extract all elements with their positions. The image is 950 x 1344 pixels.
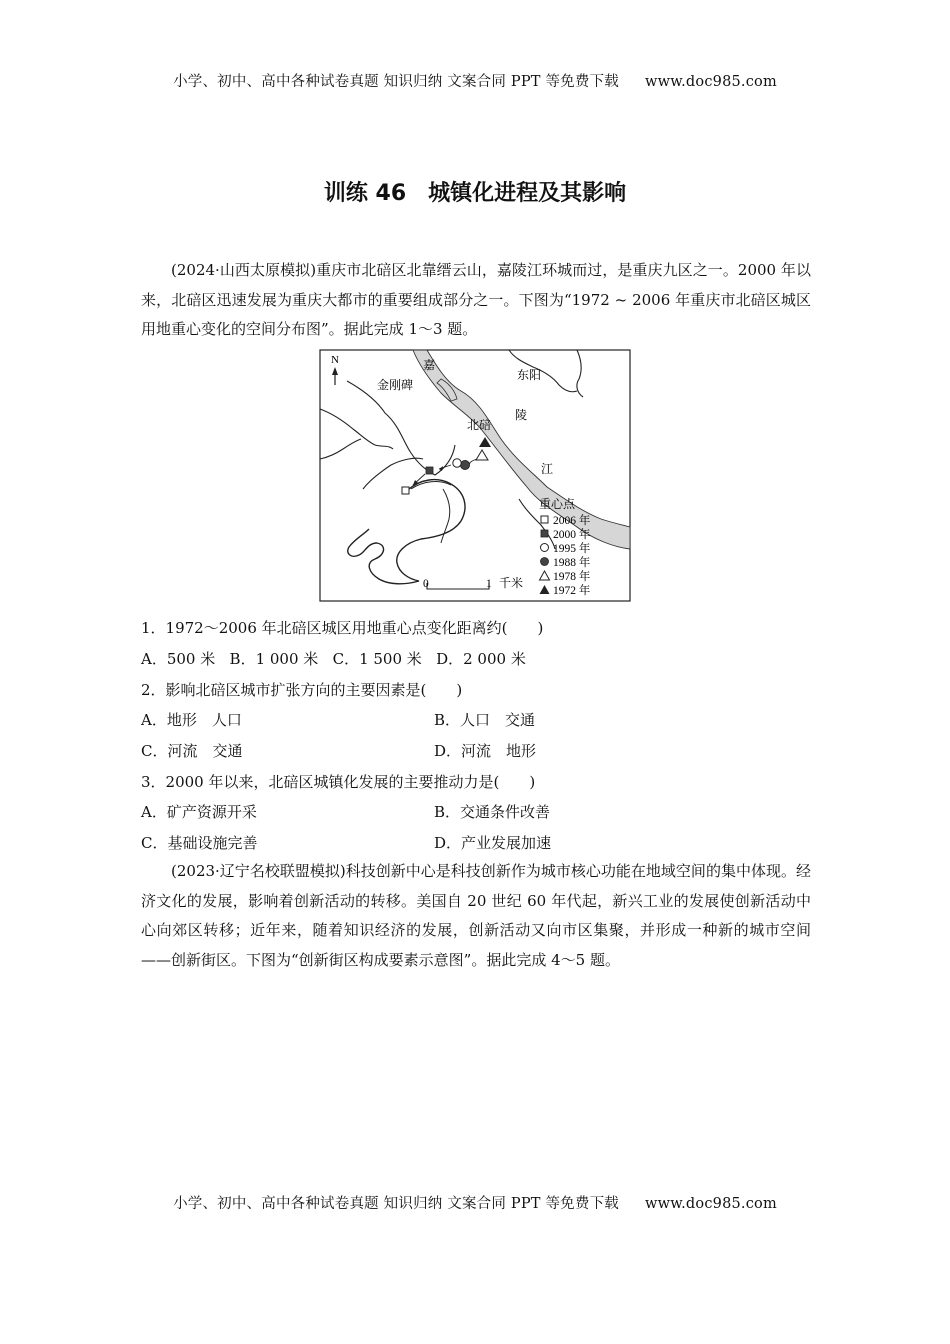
legend-sym-1988 — [541, 558, 549, 566]
legend-label-1995: 1995 年 — [553, 543, 591, 555]
question-1-stem: 1．1972～2006 年北碚区城区用地重心点变化距离约( ) — [141, 619, 544, 637]
legend-label-1988: 1988 年 — [553, 557, 591, 569]
scale-unit: 千米 — [499, 576, 524, 590]
question-1-options — [141, 648, 526, 669]
legend-sym-1995 — [541, 544, 549, 552]
q1-option-d[interactable]: D．2 000 米 — [436, 650, 526, 668]
intro-paragraph-2 — [141, 857, 811, 975]
q3-option-d[interactable]: D．产业发展加速 — [434, 834, 552, 852]
intro-1-text: (2024·山西太原模拟)重庆市北碚区北靠缙云山，嘉陵江环城而过，是重庆九区之一。2000 年以来，北碚区迅速发展为重庆大都市的重要组成部分之一。下图为“1972 ~ 2006 年重庆市北碚区城区用地重心变化的空间分布图”。据此完成 1～3 题。 — [141, 261, 811, 338]
beibei-centroid-map — [319, 349, 631, 602]
place-dongyang: 东阳 — [517, 368, 542, 382]
point-2006 — [402, 487, 409, 494]
footer-text: 小学、初中、高中各种试卷真题 知识归纳 文案合同 PPT 等免费下载 — [173, 1196, 619, 1212]
place-beibei: 北碚 — [467, 418, 492, 432]
legend-title: 重心点 — [539, 497, 576, 511]
legend-sym-2000 — [541, 530, 548, 537]
q1-option-c[interactable]: C．1 500 米 — [332, 650, 422, 668]
footer-url[interactable]: www.doc985.com — [644, 1196, 777, 1212]
q1-option-b[interactable]: B．1 000 米 — [229, 650, 319, 668]
point-1995 — [453, 459, 461, 467]
q3-option-a[interactable]: A．矿产资源开采 — [141, 803, 257, 821]
q2-option-c[interactable]: C．河流 交通 — [141, 742, 243, 760]
legend-sym-2006 — [541, 516, 548, 523]
legend-label-1978: 1978 年 — [553, 571, 591, 583]
question-2-stem: 2．影响北碚区城市扩张方向的主要因素是( ) — [141, 681, 463, 699]
point-2000 — [426, 467, 433, 474]
header-text: 小学、初中、高中各种试卷真题 知识归纳 文案合同 PPT 等免费下载 — [173, 74, 619, 90]
page-title: 训练 46 城镇化进程及其影响 — [323, 181, 627, 206]
scale-zero: 0 — [423, 578, 429, 590]
river-label-jia: 嘉 — [423, 358, 436, 372]
header-url[interactable]: www.doc985.com — [644, 74, 777, 90]
page-footer — [0, 1192, 950, 1213]
river-label-ling: 陵 — [515, 408, 528, 422]
intro-2-text: (2023·辽宁名校联盟模拟)科技创新中心是科技创新作为城市核心功能在地域空间的集中体现。经济文化的发展，影响着创新活动的转移。美国自 20 世纪 60 年代起，新兴工业的发展使创新活动中心向郊区转移；近年来，随着知识经济的发展，创新活动又向市区集聚，并形成一种新的城市空间——创新街区。下图为“创新街区构成要素示意图”。据此完成 4～5 题。 — [141, 862, 811, 969]
north-label: N — [331, 354, 339, 366]
q1-option-a[interactable]: A．500 米 — [141, 650, 216, 668]
page-header — [0, 70, 950, 91]
scale-one: 1 — [486, 578, 492, 590]
point-1988 — [460, 460, 469, 469]
intro-paragraph-1 — [141, 256, 811, 345]
legend-label-2000: 2000 年 — [553, 529, 591, 541]
q2-option-a[interactable]: A．地形 人口 — [141, 711, 242, 729]
q2-option-d[interactable]: D．河流 地形 — [434, 742, 537, 760]
place-jingangbei: 金刚碑 — [377, 378, 414, 392]
q3-option-b[interactable]: B．交通条件改善 — [434, 803, 551, 821]
question-3-stem: 3．2000 年以来，北碚区城镇化发展的主要推动力是( ) — [141, 773, 536, 791]
river-label-jiang: 江 — [541, 462, 554, 476]
q2-option-b[interactable]: B．人口 交通 — [434, 711, 536, 729]
legend-label-1972: 1972 年 — [553, 585, 591, 597]
q3-option-c[interactable]: C．基础设施完善 — [141, 834, 258, 852]
legend-label-2006: 2006 年 — [553, 515, 591, 527]
